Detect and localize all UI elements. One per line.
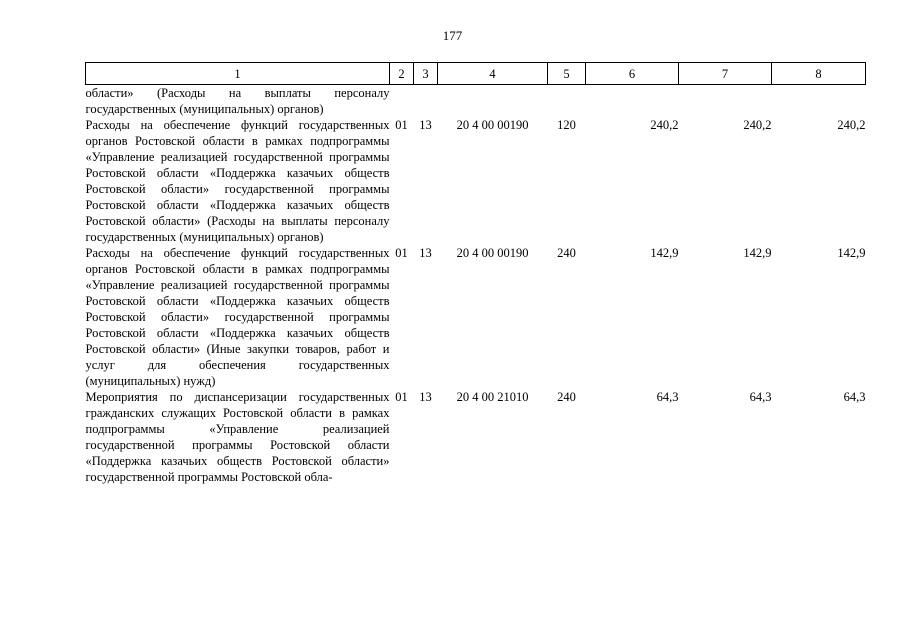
amount-col8: [772, 85, 866, 118]
page-number: 177: [442, 28, 463, 43]
amount-col7: [679, 85, 772, 118]
expense-type-code: [548, 85, 586, 118]
table-row: [86, 245, 866, 389]
expense-type-code: 240: [557, 390, 576, 404]
amount-col6: 142,9: [650, 246, 679, 260]
column-header: 6: [586, 63, 679, 85]
expense-type-code: 240: [557, 246, 576, 260]
table-row: [86, 85, 866, 118]
table-row: [86, 117, 866, 245]
section-code: 01: [395, 390, 408, 404]
amount-col6: 240,2: [650, 118, 679, 132]
amount-col8: 64,3: [843, 390, 866, 404]
column-header: 2: [390, 63, 414, 85]
amount-col6: [586, 85, 679, 118]
column-header: 7: [679, 63, 772, 85]
subsection-code: 13: [419, 118, 432, 132]
amount-col8: 142,9: [837, 246, 866, 260]
subsection-code: [414, 85, 438, 118]
target-article-code: 20 4 00 21010: [456, 390, 529, 404]
row-description: области» (Расходы на выплаты персоналу государственных (муниципальных) органов): [85, 86, 390, 116]
target-article-code: 20 4 00 00190: [456, 118, 529, 132]
row-description: Расходы на обеспечение функций государственных органов Ростовской области в рамках подпрограммы «Управление реализацией государственной программы Ростовской области «Поддержка казачьих обществ Ростовской области» государственной программы Ростовской области «Поддержка казачьих обществ Ростовской области» (Расходы на выплаты персоналу государственных (муниципальных) органов): [85, 118, 390, 244]
row-description: Мероприятия по диспансеризации государственных гражданских служащих Ростовской области в рамках подпрограммы «Управление реализацией государственной программы Ростовской области «Поддержка казачьих обществ Ростовской области» государственной программы Ростовской обла-: [85, 390, 390, 484]
column-header: 5: [548, 63, 586, 85]
header-row: [86, 63, 866, 85]
amount-col7: 240,2: [743, 118, 772, 132]
subsection-code: 13: [419, 246, 432, 260]
target-article-code: [438, 85, 548, 118]
target-article-code: 20 4 00 00190: [456, 246, 529, 260]
budget-table: [85, 62, 866, 485]
amount-col6: 64,3: [656, 390, 679, 404]
column-header: 4: [438, 63, 548, 85]
section-code: 01: [395, 246, 408, 260]
section-code: [390, 85, 414, 118]
amount-col8: 240,2: [837, 118, 866, 132]
column-header: 1: [86, 63, 390, 85]
subsection-code: 13: [419, 390, 432, 404]
section-code: 01: [395, 118, 408, 132]
table-row: [86, 389, 866, 485]
column-header: 8: [772, 63, 866, 85]
amount-col7: 142,9: [743, 246, 772, 260]
column-header: 3: [414, 63, 438, 85]
amount-col7: 64,3: [749, 390, 772, 404]
expense-type-code: 120: [557, 118, 576, 132]
row-description: Расходы на обеспечение функций государственных органов Ростовской области в рамках подпрограммы «Управление реализацией государственной программы Ростовской области «Поддержка казачьих обществ Ростовской области» государственной программы Ростовской области «Поддержка казачьих обществ Ростовской области» (Иные закупки товаров, работ и услуг для обеспечения государственных (муниципальных) нужд): [85, 246, 390, 388]
